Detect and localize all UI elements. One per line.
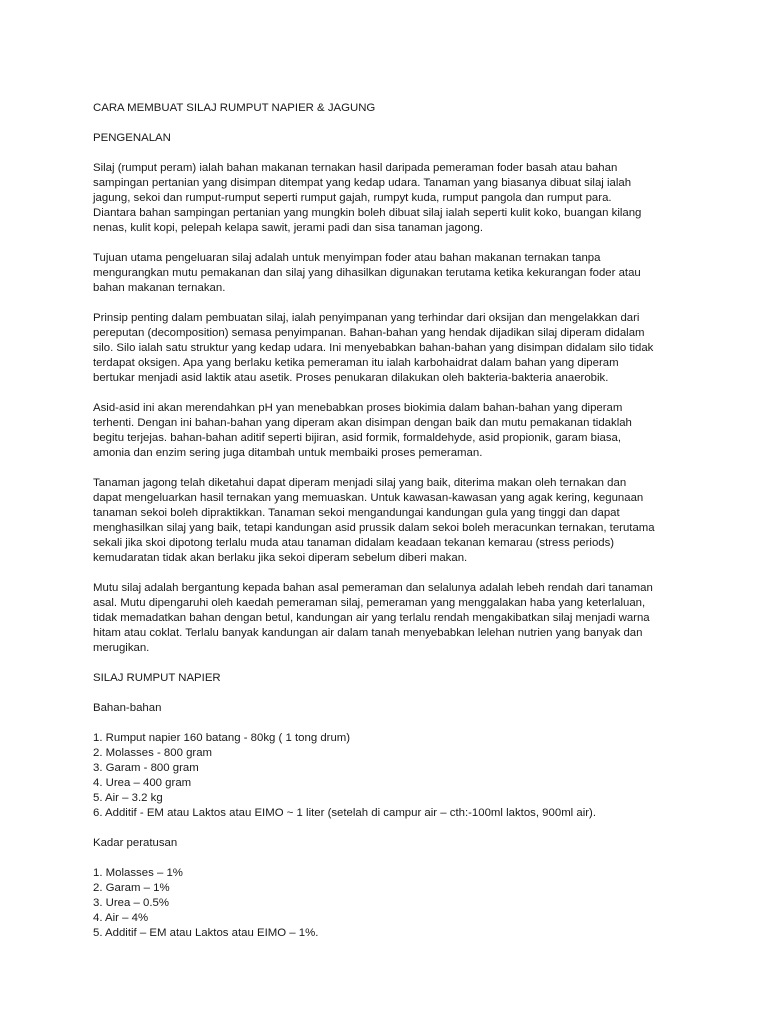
paragraph-line: asal. Mutu dipengaruhi oleh kaedah pemeraman silaj, pemeraman yang menggalakan haba yang keterlaluan,: [93, 597, 646, 609]
paragraph-line: Tujuan utama pengeluaran silaj adalah untuk menyimpan foder atau bahan makanan ternakan tanpa: [93, 252, 601, 264]
list-item: 3. Garam - 800 gram: [93, 762, 199, 774]
ratio-heading: Kadar peratusan: [93, 837, 178, 849]
napier-heading-block: [93, 671, 693, 686]
list-item: 3. Urea – 0.5%: [93, 897, 169, 909]
intro-heading: PENGENALAN: [93, 132, 171, 144]
ratio-heading-block: [93, 836, 693, 851]
ingredients-heading: Bahan-bahan: [93, 702, 162, 714]
paragraph-line: Tanaman jagong telah diketahui dapat diperam menjadi silaj yang baik, diterima makan oleh ternakan dan: [93, 477, 627, 489]
ratio-list: [93, 866, 693, 941]
paragraph-6: [93, 581, 693, 656]
list-item: 2. Molasses - 800 gram: [93, 747, 213, 759]
paragraph-line: bertukar menjadi asid laktik atau asetik. Proses penukaran dilakukan oleh bakteria-bakteria anaerobik.: [93, 372, 609, 384]
paragraph-line: Diantara bahan sampingan pertanian yang mungkin boleh dibuat silaj ialah seperti kulit koko, buangan kilang: [93, 207, 642, 219]
paragraph-line: bahan makanan ternakan.: [93, 282, 226, 294]
document-title: CARA MEMBUAT SILAJ RUMPUT NAPIER & JAGUNG: [93, 102, 376, 114]
list-item: 5. Additif – EM atau Laktos atau EIMO – 1%.: [93, 927, 319, 939]
list-item: 1. Rumput napier 160 batang - 80kg ( 1 tong drum): [93, 732, 351, 744]
paragraph-line: nenas, kulit kopi, pelepah kelapa sawit, jerami padi dan sisa tanaman jagong.: [93, 222, 484, 234]
paragraph-line: Asid-asid ini akan merendahkan pH yan menebabkan proses biokimia dalam bahan-bahan yang diperam: [93, 402, 623, 414]
paragraph-line: sekali jika skoi dipotong terlalu muda atau tanaman didalam keadaan tekanan kemarau (stress periods): [93, 537, 615, 549]
paragraph-5: [93, 476, 693, 566]
paragraph-line: terhenti. Dengan ini bahan-bahan yang diperam akan disimpan dengan baik dan mutu pemakanan tidaklah: [93, 417, 632, 429]
paragraph-line: mengurangkan mutu pemakanan dan silaj yang dihasilkan digunakan terutama ketika kekurangan foder atau: [93, 267, 641, 279]
paragraph-line: amonia dan enzim sering juga ditambah untuk membaiki proses pemeraman.: [93, 447, 483, 459]
list-item: 6. Additif - EM atau Laktos atau EIMO ~ 1 liter (setelah di campur air – cth:-100ml laktos, 900ml air).: [93, 807, 596, 819]
document-body: [93, 101, 693, 956]
document-title-block: [93, 101, 693, 116]
paragraph-line: begitu terjejas. bahan-bahan aditif seperti bijiran, asid formik, formaldehyde, asid propionik, garam biasa,: [93, 432, 622, 444]
paragraph-line: terdapat oksigen. Apa yang berlaku ketika pemeraman itu ialah karbohaidrat dalam bahan yang diperam: [93, 357, 619, 369]
ingredients-list: [93, 731, 693, 821]
paragraph-line: pereputan (decomposition) semasa penyimpanan. Bahan-bahan yang hendak dijadikan silaj diperam didalam: [93, 327, 645, 339]
paragraph-1: [93, 161, 693, 236]
paragraph-line: dapat mengeluarkan hasil ternakan yang memuaskan. Untuk kawasan-kawasan yang agak kering, kegunaan: [93, 492, 644, 504]
list-item: 4. Air – 4%: [93, 912, 149, 924]
ingredients-heading-block: [93, 701, 693, 716]
paragraph-line: kemudaratan tidak akan berlaku jika sekoi diperam sebelum diberi makan.: [93, 552, 468, 564]
paragraph-line: jagung, sekoi dan rumput-rumput seperti rumput gajah, rumpyt kuda, rumput pangola dan rumput para.: [93, 192, 612, 204]
paragraph-line: silo. Silo ialah satu struktur yang kedap udara. Ini menyebabkan bahan-bahan yang disimpan didalam silo tidak: [93, 342, 654, 354]
paragraph-line: tanaman sekoi boleh dipraktikkan. Tanaman sekoi mengandungai kandungan gula yang tinggi dan dapat: [93, 507, 620, 519]
paragraph-4: [93, 401, 693, 461]
list-item: 4. Urea – 400 gram: [93, 777, 192, 789]
paragraph-3: [93, 311, 693, 386]
paragraph-2: [93, 251, 693, 296]
paragraph-line: merugikan.: [93, 642, 150, 654]
paragraph-line: menghasilkan silaj yang baik, tetapi kandungan asid prussik dalam sekoi boleh meracunkan ternakan, terutama: [93, 522, 655, 534]
paragraph-line: tidak memadatkan bahan dengan betul, kandungan air yang terlalu rendah mengakibatkan silaj menjadi warna: [93, 612, 650, 624]
paragraph-line: Silaj (rumput peram) ialah bahan makanan ternakan hasil daripada pemeraman foder basah atau bahan: [93, 162, 618, 174]
paragraph-line: Mutu silaj adalah bergantung kepada bahan asal pemeraman dan selalunya adalah lebeh rendah dari tanaman: [93, 582, 653, 594]
napier-heading: SILAJ RUMPUT NAPIER: [93, 672, 221, 684]
paragraph-line: hitam atau coklat. Terlalu banyak kandungan air dalam tanah menyebabkan lelehan nutrien yang banyak dan: [93, 627, 643, 639]
list-item: 2. Garam – 1%: [93, 882, 170, 894]
intro-heading-block: [93, 131, 693, 146]
paragraph-line: sampingan pertanian yang disimpan ditempat yang kedap udara. Tanaman yang biasanya dibuat silaj ialah: [93, 177, 632, 189]
list-item: 5. Air – 3.2 kg: [93, 792, 163, 804]
list-item: 1. Molasses – 1%: [93, 867, 183, 879]
paragraph-line: Prinsip penting dalam pembuatan silaj, ialah penyimpanan yang terhindar dari oksijan dan mengelakkan dari: [93, 312, 640, 324]
